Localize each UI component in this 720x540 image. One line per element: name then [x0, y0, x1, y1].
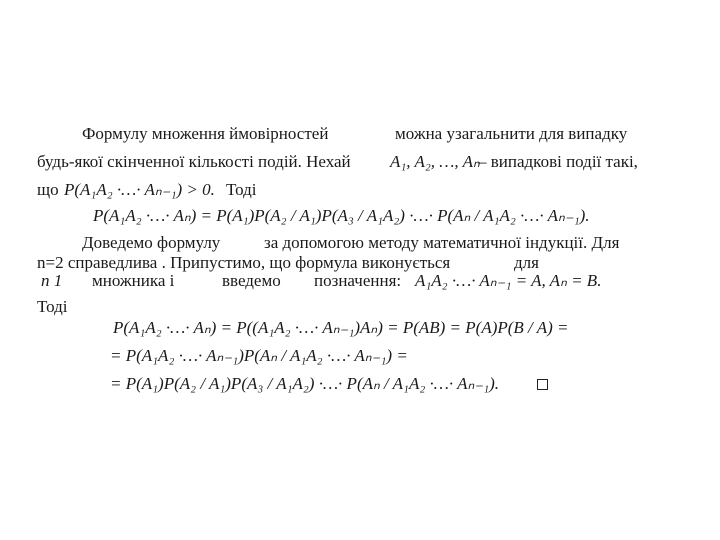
- text-line-3a: що: [37, 180, 59, 199]
- qed-square-icon: [537, 379, 548, 390]
- text-line-1b: можна узагальнити для випадку: [395, 124, 628, 143]
- notation-definition: A₁A₂ ·…· Aₙ₋₁ = A, Aₙ = B.: [415, 271, 602, 290]
- proof-step-3: = P(A₁)P(A₂ / A₁)P(A₃ / A₁A₂) ·…· P(Aₙ / A₁A₂ ·…· Aₙ₋₁).: [110, 374, 500, 393]
- text-line-6b: для: [514, 253, 539, 272]
- proof-step-2: = P(A₁A₂ ·…· Aₙ₋₁)P(Aₙ / A₁A₂ ·…· Aₙ₋₁) =: [110, 346, 408, 365]
- text-line-7c: введемо: [222, 271, 281, 290]
- text-line-7d: позначення:: [314, 271, 402, 290]
- multiplication-formula: P(A₁A₂ ·…· Aₙ) = P(A₁)P(A₂ / A₁)P(A₃ / A₁A₂) ·…· P(Aₙ / A₁A₂ ·…· Aₙ₋₁).: [93, 206, 590, 225]
- proof-step-1: P(A₁A₂ ·…· Aₙ) = P((A₁A₂ ·…· Aₙ₋₁)Aₙ) = P(AB) = P(A)P(B / A) =: [113, 318, 569, 337]
- text-line-7a: n 1: [41, 271, 63, 290]
- text-line-6a: n=2 справедлива . Припустимо, що формула виконується: [37, 253, 451, 272]
- text-line-7b: множника і: [92, 271, 175, 290]
- text-line-5a: Доведемо формулу: [82, 233, 221, 252]
- events-list: A₁, A₂, …, Aₙ: [390, 152, 480, 171]
- text-line-2a: будь-якої скінченної кількості подій. Нехай: [37, 152, 351, 171]
- text-line-5b: за допомогою методу математичної індукції. Для: [264, 233, 620, 252]
- text-line-2c: – випадкові події такі,: [478, 152, 638, 171]
- text-line-3c: Тоді: [226, 180, 257, 199]
- text-line-8: Тоді: [37, 297, 68, 316]
- positivity-condition: P(A₁A₂ ·…· Aₙ₋₁) > 0.: [64, 180, 215, 199]
- text-line-1a: Формулу множення ймовірностей: [82, 124, 329, 143]
